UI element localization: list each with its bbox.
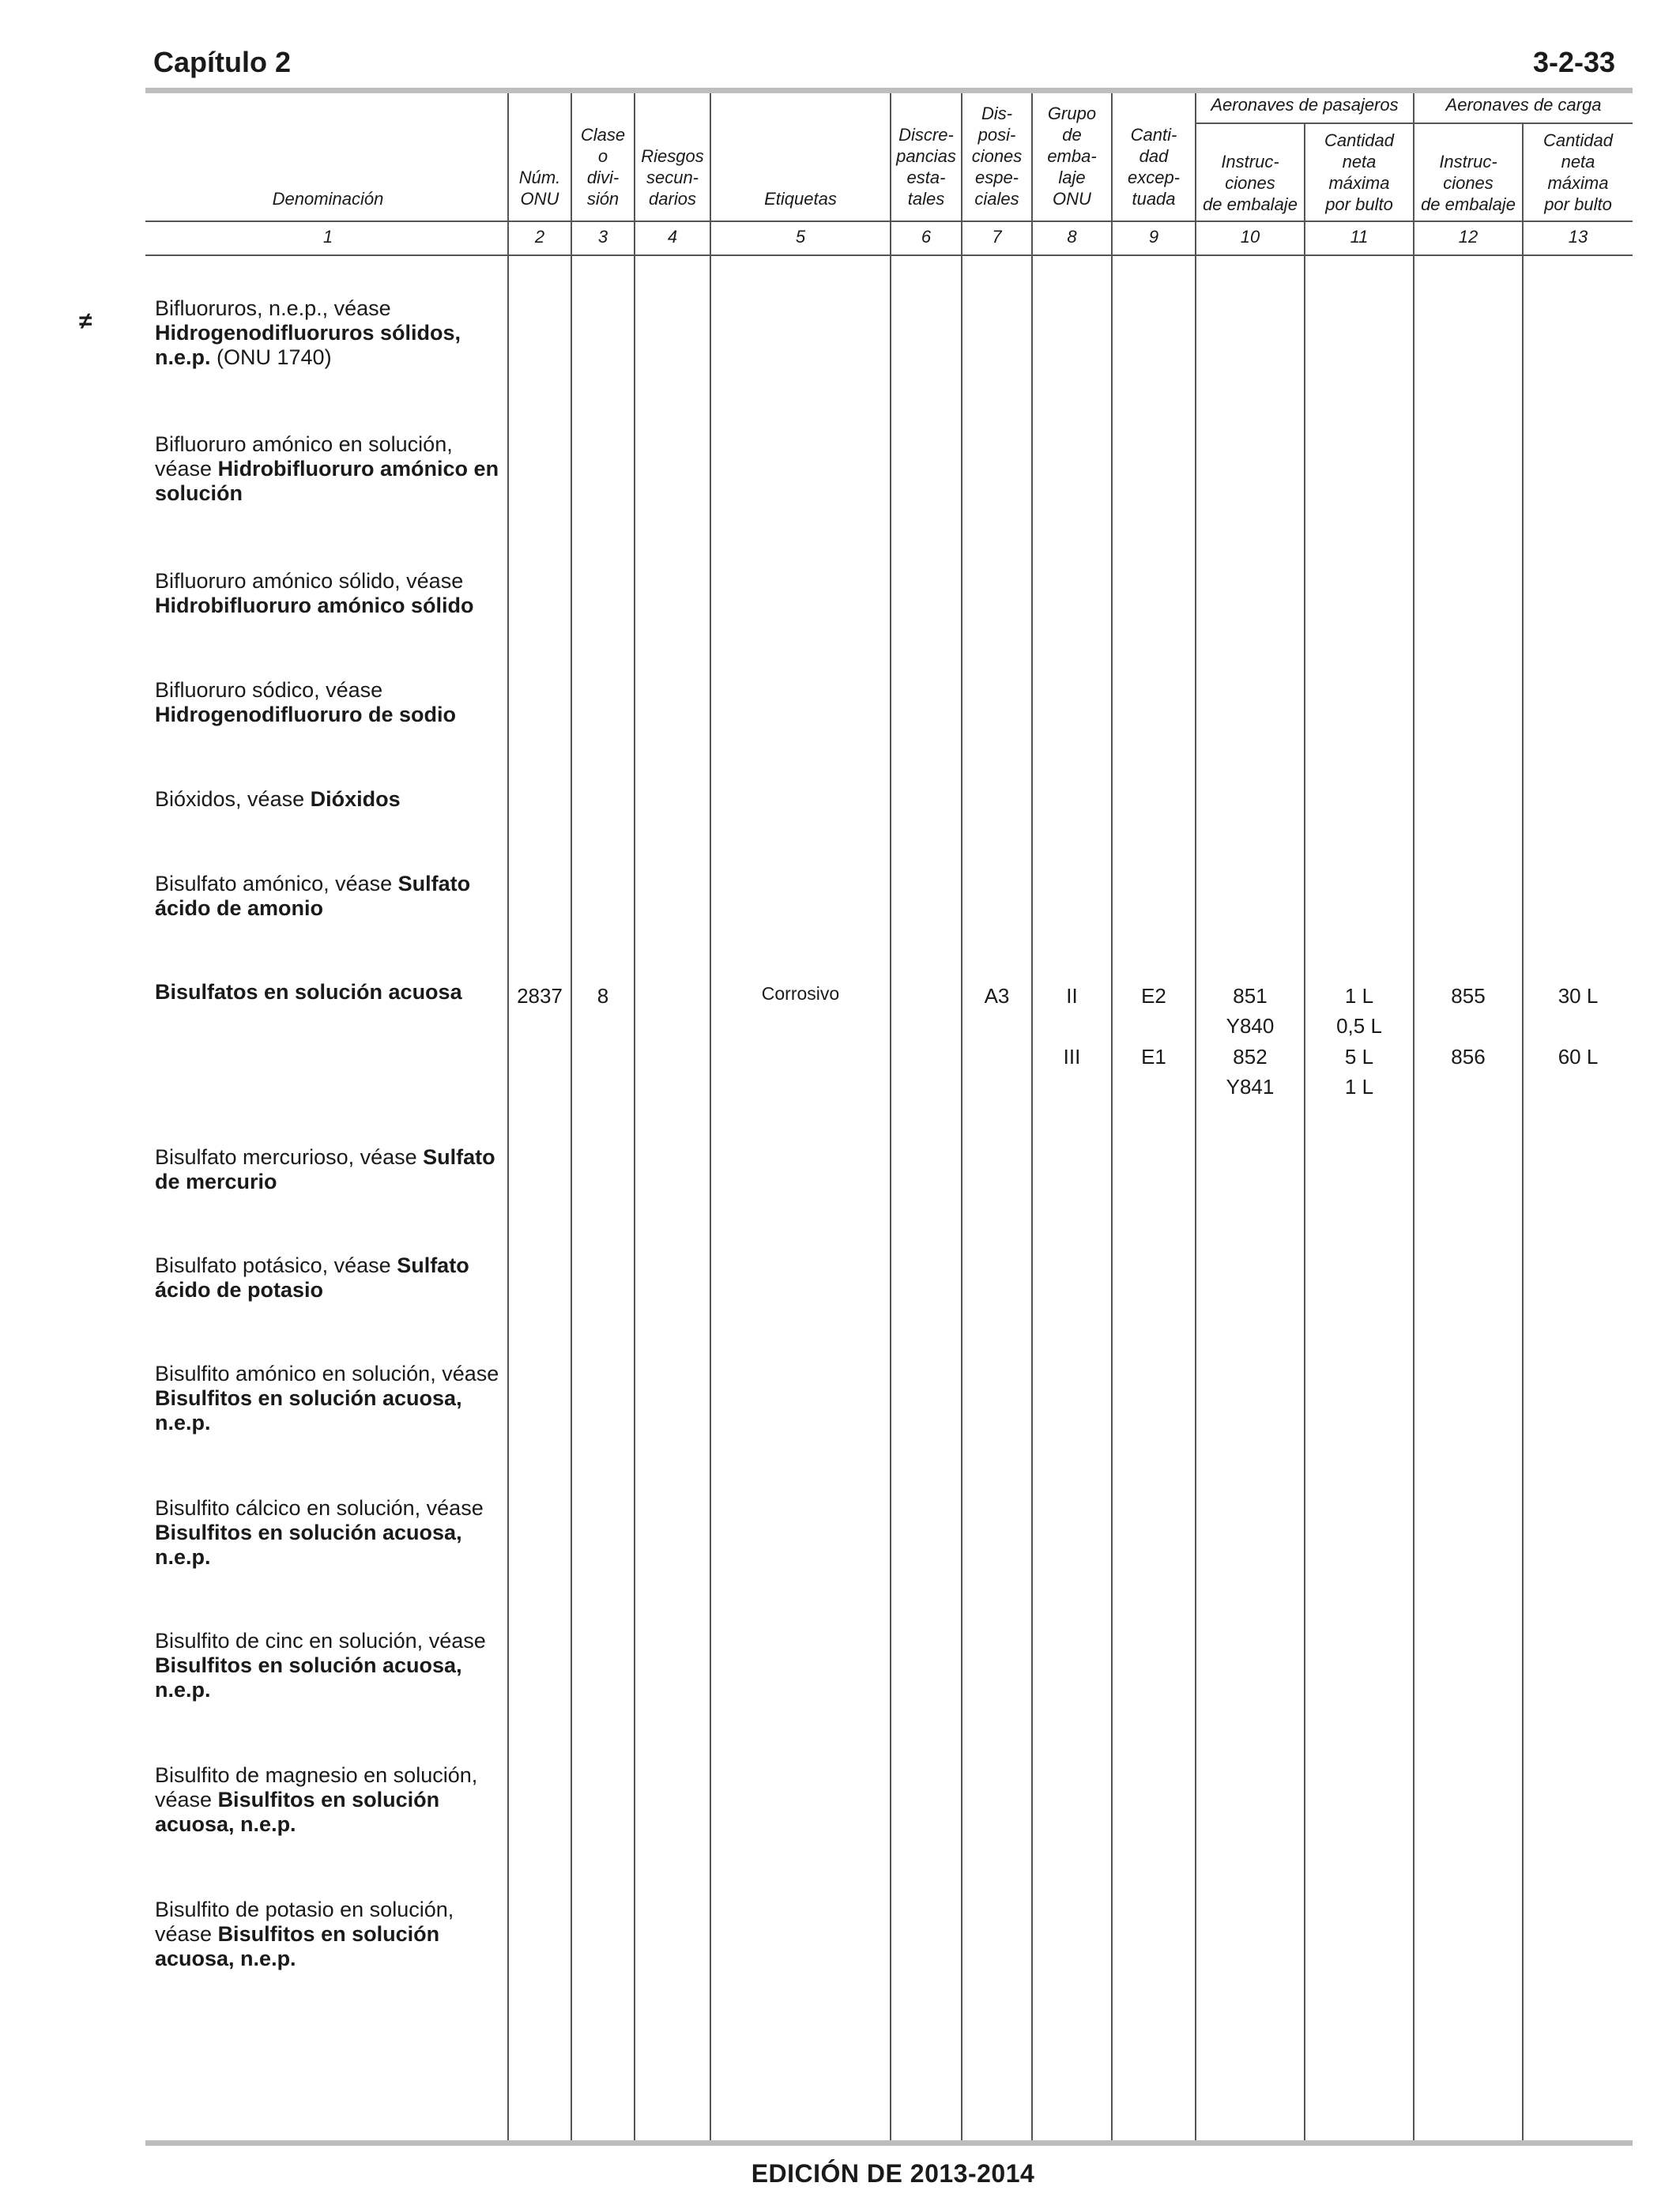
cell-pas-instrucciones: Y841 (1226, 1075, 1275, 1099)
table-row-entry: Bisulfito amónico en solución, véase Bisulfitos en solución acuosa, n.e.p. (155, 1362, 499, 1434)
header-carga-cantidad: Cantidad neta máxima por bulto (1543, 130, 1614, 214)
cell-pas-cantidad: 1 L (1344, 984, 1374, 1008)
header-etiquetas: Etiquetas (764, 189, 837, 209)
col-divider (710, 93, 711, 2141)
edition-footer: EDICIÓN DE 2013-2014 (751, 2159, 1035, 2188)
table-row-entry: Bióxidos, véase Dióxidos (155, 787, 401, 811)
column-number: 2 (534, 227, 545, 247)
col-divider (507, 93, 509, 2141)
cell-carga-cantidad: 30 L (1558, 984, 1599, 1008)
column-number: 12 (1458, 227, 1478, 247)
column-number: 3 (597, 227, 608, 247)
col-divider (1111, 93, 1113, 2141)
col-divider (1413, 93, 1414, 2141)
cell-grupo: III (1063, 1045, 1081, 1069)
chapter-title: Capítulo 2 (153, 46, 292, 78)
column-number: 8 (1067, 227, 1077, 247)
header-num-onu: Núm. ONU (518, 168, 561, 209)
header-cantidad-exceptuada: Canti- dad excep- tuada (1127, 125, 1181, 209)
column-number: 9 (1148, 227, 1159, 247)
cell-pas-cantidad: 0,5 L (1336, 1014, 1382, 1038)
header-disposiciones: Dis- posi- ciones espe- ciales (971, 104, 1023, 209)
header-riesgos: Riesgos secun- darios (641, 146, 704, 209)
col-divider (571, 93, 572, 2141)
column-number: 1 (322, 227, 333, 247)
header-denominacion: Denominación (272, 189, 384, 209)
header-grupo: Grupo de emba- laje ONU (1047, 104, 1097, 209)
column-number: 6 (921, 227, 932, 247)
cell-grupo: II (1066, 984, 1078, 1008)
table-row-entry: Bisulfito de magnesio en solución, véase Bisulfitos en solución acuosa, n.e.p. (155, 1763, 478, 1836)
cell-carga-cantidad: 60 L (1558, 1045, 1599, 1069)
cell-pas-instrucciones: 852 (1233, 1045, 1268, 1069)
header-clase: Clase o divi- sión (580, 125, 626, 209)
col-divider (1304, 123, 1305, 2141)
col-divider (634, 93, 635, 2141)
header-bottom-rule (145, 221, 1633, 222)
col-divider (961, 93, 962, 2141)
cell-etiquetas: Corrosivo (761, 983, 840, 1004)
header-pas-cantidad: Cantidad neta máxima por bulto (1324, 130, 1395, 214)
change-mark: ≠ (79, 308, 92, 334)
cell-pas-cantidad: 1 L (1344, 1075, 1374, 1099)
cell-pas-instrucciones: Y840 (1226, 1014, 1275, 1038)
column-number-rule (145, 254, 1633, 256)
column-number: 10 (1240, 227, 1260, 247)
cell-carga-instrucciones: 856 (1451, 1045, 1486, 1069)
col-divider (1031, 93, 1033, 2141)
column-number: 11 (1350, 227, 1369, 247)
column-number: 13 (1568, 227, 1588, 247)
col-divider (890, 93, 891, 2141)
table-row-entry: Bisulfito cálcico en solución, véase Bisulfitos en solución acuosa, n.e.p. (155, 1496, 484, 1569)
header-pas-instrucciones: Instruc- ciones de embalaje (1203, 152, 1298, 214)
cell-carga-instrucciones: 855 (1451, 984, 1486, 1008)
table-row-entry: Bifluoruro amónico en solución, véase Hidrobifluoruro amónico en solución (155, 432, 499, 505)
table-row-entry: Bisulfito de potasio en solución, véase Bisulfitos en solución acuosa, n.e.p. (155, 1898, 454, 1970)
col-divider (1522, 123, 1524, 2141)
header-discrepancias: Discre- pancias esta- tales (896, 125, 956, 209)
column-number: 4 (667, 227, 678, 247)
table-row-entry: Bisulfato mercurioso, véase Sulfato de mercurio (155, 1145, 495, 1193)
cell-pas-cantidad: 5 L (1344, 1045, 1374, 1069)
cell-num-onu: 2837 (517, 984, 563, 1008)
cell-cantidad-exceptuada: E1 (1141, 1045, 1166, 1069)
column-number: 7 (992, 227, 1002, 247)
column-number: 5 (795, 227, 806, 247)
cell-pas-instrucciones: 851 (1233, 984, 1268, 1008)
cell-clase: 8 (597, 984, 609, 1008)
header-rule (145, 88, 1633, 93)
col-divider (1195, 93, 1196, 2141)
table-row-entry: Bifluoruro sódico, véase Hidrogenodifluoruro de sodio (155, 678, 456, 726)
table-row-entry: Bisulfito de cinc en solución, véase Bisulfitos en solución acuosa, n.e.p. (155, 1629, 486, 1702)
table-row-entry: Bisulfato potásico, véase Sulfato ácido de potasio (155, 1253, 469, 1302)
footer-rule (145, 2140, 1633, 2146)
table-row-entry: Bisulfatos en solución acuosa (155, 980, 462, 1004)
header-aeronaves-carga: Aeronaves de carga (1445, 95, 1602, 115)
cell-disposiciones: A3 (984, 984, 1010, 1008)
table-row-entry: Bifluoruro amónico sólido, véase Hidrobifluoruro amónico sólido (155, 569, 474, 617)
table-row-entry: Bisulfato amónico, véase Sulfato ácido de amonio (155, 872, 471, 920)
header-carga-instrucciones: Instruc- ciones de embalaje (1421, 152, 1516, 214)
header-aeronaves-pasajeros: Aeronaves de pasajeros (1211, 95, 1399, 115)
page-number: 3-2-33 (1532, 46, 1615, 78)
cell-cantidad-exceptuada: E2 (1141, 984, 1166, 1008)
table-row-entry: Bifluoruros, n.e.p., véase Hidrogenodifluoruros sólidos, n.e.p. (ONU 1740) (155, 296, 461, 369)
